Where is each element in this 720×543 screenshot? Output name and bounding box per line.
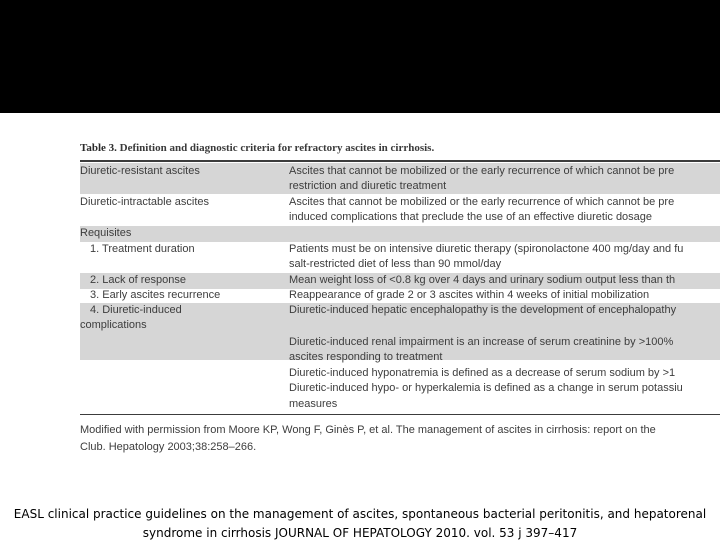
row-definition-line: measures <box>289 398 338 410</box>
table-title-text: Definition and diagnostic criteria for refractory ascites in cirrhosis. <box>119 142 435 154</box>
top-black-band <box>0 0 720 113</box>
row-definition-line: ascites responding to treatment <box>289 351 443 363</box>
row-definition-line: Mean weight loss of <0.8 kg over 4 days and urinary sodium output less than th <box>289 274 676 286</box>
row-definition-line: Diuretic-induced hypo- or hyperkalemia is defined as a change in serum potassiu <box>289 382 683 394</box>
row-term: Requisites <box>80 227 132 239</box>
table-top-rule <box>80 160 720 162</box>
table-footnote-line: Club. Hepatology 2003;38:258–266. <box>80 441 257 453</box>
caption-line: EASL clinical practice guidelines on the management of ascites, spontaneous bacterial peritonitis, and hepatorenal <box>13 507 707 521</box>
row-term: 3. Early ascites recurrence <box>90 289 221 301</box>
row-definition-line: salt-restricted diet of less than 90 mmol/day <box>289 258 502 270</box>
table-bottom-rule <box>80 414 720 415</box>
row-definition-line: Diuretic-induced hyponatremia is defined as a decrease of serum sodium by >1 <box>289 367 676 379</box>
row-definition-line: induced complications that preclude the use of an effective diuretic dosage <box>289 211 653 223</box>
table-label: Table 3. <box>80 142 117 154</box>
row-term: complications <box>80 319 147 331</box>
row-definition-line: Reappearance of grade 2 or 3 ascites within 4 weeks of initial mobilization <box>289 289 650 301</box>
row-definition-line: Patients must be on intensive diuretic therapy (spironolactone 400 mg/day and fu <box>289 243 684 255</box>
row-definition-line: Diuretic-induced hepatic encephalopathy is the development of encephalopathy <box>289 304 677 316</box>
row-definition-line: Ascites that cannot be mobilized or the early recurrence of which cannot be pre <box>289 165 675 177</box>
row-term: 2. Lack of response <box>90 274 187 286</box>
row-definition-line: restriction and diuretic treatment <box>289 180 447 192</box>
row-term: 4. Diuretic-induced <box>90 304 182 316</box>
row-term: Diuretic-resistant ascites <box>80 165 200 177</box>
row-definition-line: Diuretic-induced renal impairment is an increase of serum creatinine by >100% <box>289 336 674 348</box>
row-definition-line: Ascites that cannot be mobilized or the early recurrence of which cannot be pre <box>289 196 675 208</box>
table-title <box>80 142 434 154</box>
row-term: Diuretic-intractable ascites <box>80 196 209 208</box>
slide-caption <box>0 505 720 543</box>
table-row-shade <box>80 226 720 242</box>
caption-line: syndrome in cirrhosis JOURNAL OF HEPATOLOGY 2010. vol. 53 j 397–417 <box>142 526 578 540</box>
table-footnote-line: Modified with permission from Moore KP, Wong F, Ginès P, et al. The management of ascites in cirrhosis: report on the <box>80 424 656 436</box>
row-term: 1. Treatment duration <box>90 243 195 255</box>
